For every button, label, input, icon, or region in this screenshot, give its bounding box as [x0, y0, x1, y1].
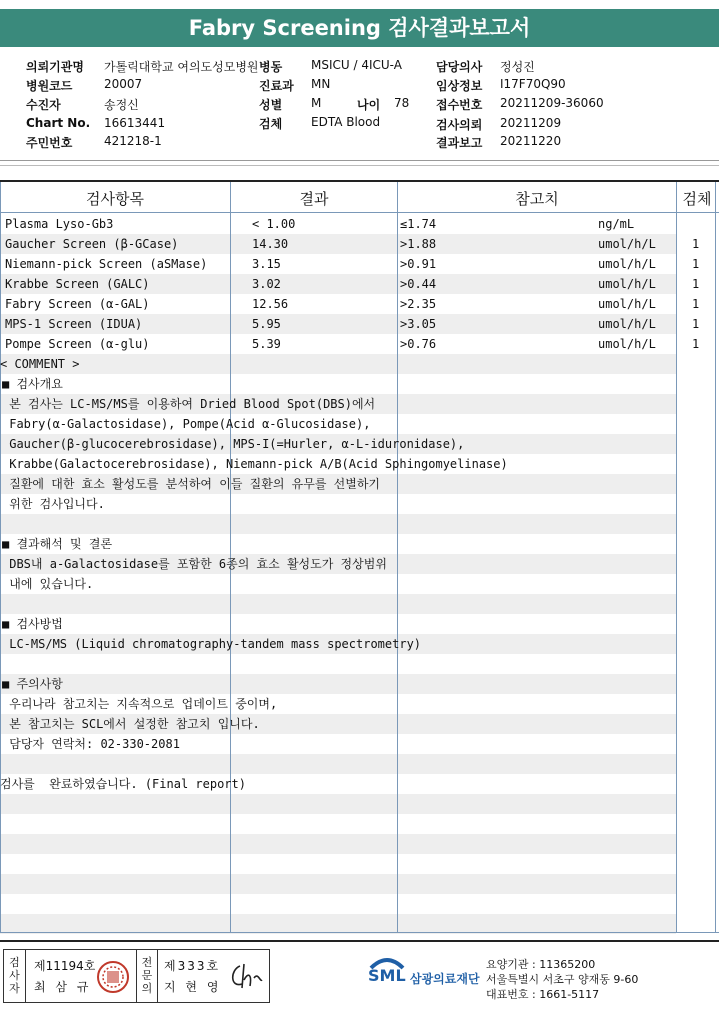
row-result: 14.30 — [252, 237, 289, 251]
stripe — [0, 834, 676, 854]
comment-line: ■ 검사방법 — [2, 617, 63, 631]
header-label: 검체 — [259, 117, 283, 131]
seal-stamp-icon — [96, 960, 130, 994]
header-value: 20211209-36060 — [500, 96, 604, 110]
header-value: 20211209 — [500, 116, 562, 130]
stripe — [0, 514, 676, 534]
col-header-test: 검사항목 — [86, 190, 144, 208]
report-title: Fabry Screening 검사결과보고서 — [0, 9, 719, 47]
stripe — [0, 874, 676, 894]
divider — [0, 160, 719, 161]
header-label: 의뢰기관명 — [26, 60, 84, 74]
stripe — [0, 354, 676, 374]
row-ref: >0.91 — [400, 257, 437, 271]
comment-line: 질환에 대한 효소 활성도를 분석하여 이들 질환의 유무를 선별하기 — [2, 477, 381, 491]
header-label: 접수번호 — [436, 98, 483, 112]
comment-line: < COMMENT > — [0, 357, 80, 371]
table-bottom-border — [0, 932, 719, 933]
comment-line: DBS내 a-Galactosidase를 포함한 6종의 효소 활성도가 정상범위 — [2, 557, 387, 571]
comment-line: Gaucher(β-glucocerebrosidase), MPS-I(=Hurler, α-L-iduronidase), — [2, 437, 465, 451]
stripe — [0, 754, 676, 774]
row-unit: umol/h/L — [598, 297, 656, 311]
row-ref: >0.76 — [400, 337, 437, 351]
header-label: 진료과 — [259, 79, 294, 93]
row-ref: >3.05 — [400, 317, 437, 331]
comment-line: 위한 검사입니다. — [2, 497, 105, 511]
row-test: Gaucher Screen (β-GCase) — [5, 237, 179, 251]
stripe — [0, 794, 676, 814]
row-specimen: 1 — [692, 257, 700, 271]
specialist-label: 전 문 의 — [136, 950, 158, 1002]
org-name: 삼광의료재단 — [410, 972, 480, 986]
row-test: Niemann-pick Screen (aSMase) — [5, 257, 208, 271]
row-unit: umol/h/L — [598, 237, 656, 251]
header-label: 담당의사 — [436, 60, 483, 74]
col-header-ref: 참고치 — [515, 190, 559, 208]
org-phone: 대표번호 : 1661-5117 — [486, 988, 600, 1001]
row-unit: umol/h/L — [598, 277, 656, 291]
row-result: 12.56 — [252, 297, 289, 311]
specialist-license: 제333호 — [164, 959, 221, 973]
header-value: 421218-1 — [104, 134, 162, 148]
row-result: 3.02 — [252, 277, 281, 291]
header-label: 수진자 — [26, 98, 61, 112]
row-result: 5.95 — [252, 317, 281, 331]
header-value: 20211220 — [500, 134, 562, 148]
row-unit: ng/mL — [598, 217, 635, 231]
comment-line: 담당자 연락처: 02-330-2081 — [2, 737, 180, 751]
header-value: 16613441 — [104, 116, 166, 130]
row-test: Pompe Screen (α-glu) — [5, 337, 150, 351]
header-value: MSICU / 4ICU-A — [311, 58, 402, 72]
header-label: 주민번호 — [26, 136, 73, 150]
age-label: 나이 — [357, 98, 381, 112]
row-ref: >1.88 — [400, 237, 437, 251]
header-value: M — [311, 96, 322, 110]
row-specimen: 1 — [692, 277, 700, 291]
inspector-name: 최 삼 규 — [34, 980, 92, 994]
comment-line: 검사를 완료하였습니다. (Final report) — [0, 777, 246, 791]
header-label: 병동 — [259, 60, 283, 74]
divider — [0, 165, 719, 166]
signature-icon — [226, 958, 266, 994]
row-ref: >2.35 — [400, 297, 437, 311]
row-unit: umol/h/L — [598, 317, 656, 331]
header-value: MN — [311, 77, 331, 91]
header-value: I17F70Q90 — [500, 77, 566, 91]
signature-box — [3, 949, 270, 1003]
comment-line: 우리나라 참고치는 지속적으로 업데이트 중이며, — [2, 697, 278, 711]
header-label: 임상정보 — [436, 79, 483, 93]
header-value: EDTA Blood — [311, 115, 381, 129]
comment-line: ■ 주의사항 — [2, 677, 63, 691]
row-specimen: 1 — [692, 317, 700, 331]
stripe — [0, 594, 676, 614]
row-result: < 1.00 — [252, 217, 296, 231]
row-ref: >0.44 — [400, 277, 437, 291]
header-value: 정성진 — [500, 60, 535, 74]
header-label: 성별 — [259, 98, 283, 112]
row-result: 5.39 — [252, 337, 281, 351]
header-label: 검사의뢰 — [436, 118, 483, 132]
inspector-label: 검 사 자 — [4, 950, 26, 1002]
comment-line: Fabry(α-Galactosidase), Pompe(Acid α-Glucosidase), — [2, 417, 371, 431]
row-specimen: 1 — [692, 237, 700, 251]
row-specimen: 1 — [692, 297, 700, 311]
row-test: Krabbe Screen (GALC) — [5, 277, 150, 291]
org-address: 서울특별시 서초구 양재동 9-60 — [486, 973, 639, 986]
row-unit: umol/h/L — [598, 257, 656, 271]
header-label: 결과보고 — [436, 136, 483, 150]
row-result: 3.15 — [252, 257, 281, 271]
comment-line: Krabbe(Galactocerebrosidase), Niemann-pick A/B(Acid Sphingomyelinase) — [2, 457, 508, 471]
table-top-border — [0, 180, 719, 182]
header-value: 가톨릭대학교 여의도성모병원 — [104, 60, 259, 74]
row-ref: ≤1.74 — [400, 217, 437, 231]
comment-line: ■ 결과해석 및 결론 — [2, 537, 113, 551]
header-label: Chart No. — [26, 116, 91, 130]
age-value: 78 — [394, 96, 410, 110]
header-value: 송정신 — [104, 98, 139, 112]
stripe — [0, 914, 676, 934]
comment-line: LC-MS/MS (Liquid chromatography-tandem mass spectrometry) — [2, 637, 422, 651]
comment-line: 본 참고치는 SCL에서 설정한 참고치 입니다. — [2, 717, 260, 731]
inspector-license: 제11194호 — [34, 959, 96, 973]
header-value: 20007 — [104, 77, 143, 91]
stripe — [0, 674, 676, 694]
specialist-name: 지 현 영 — [164, 980, 222, 994]
row-specimen: 1 — [692, 337, 700, 351]
row-test: Fabry Screen (α-GAL) — [5, 297, 150, 311]
col-header-result: 결과 — [299, 190, 329, 208]
header-label: 병원코드 — [26, 79, 73, 93]
table-header-border — [0, 212, 719, 213]
org-code: 요양기관 : 11365200 — [486, 958, 596, 971]
col-header-specimen: 검체 — [682, 190, 712, 208]
row-test: MPS-1 Screen (IDUA) — [5, 317, 143, 331]
row-test: Plasma Lyso-Gb3 — [5, 217, 114, 231]
comment-line: ■ 검사개요 — [2, 377, 63, 391]
footer-border — [0, 940, 719, 942]
row-unit: umol/h/L — [598, 337, 656, 351]
comment-line: 본 검사는 LC-MS/MS를 이용하여 Dried Blood Spot(DBS)에서 — [2, 397, 376, 411]
org-logo-text: SML — [368, 966, 406, 985]
comment-line: 내에 있습니다. — [2, 577, 94, 591]
